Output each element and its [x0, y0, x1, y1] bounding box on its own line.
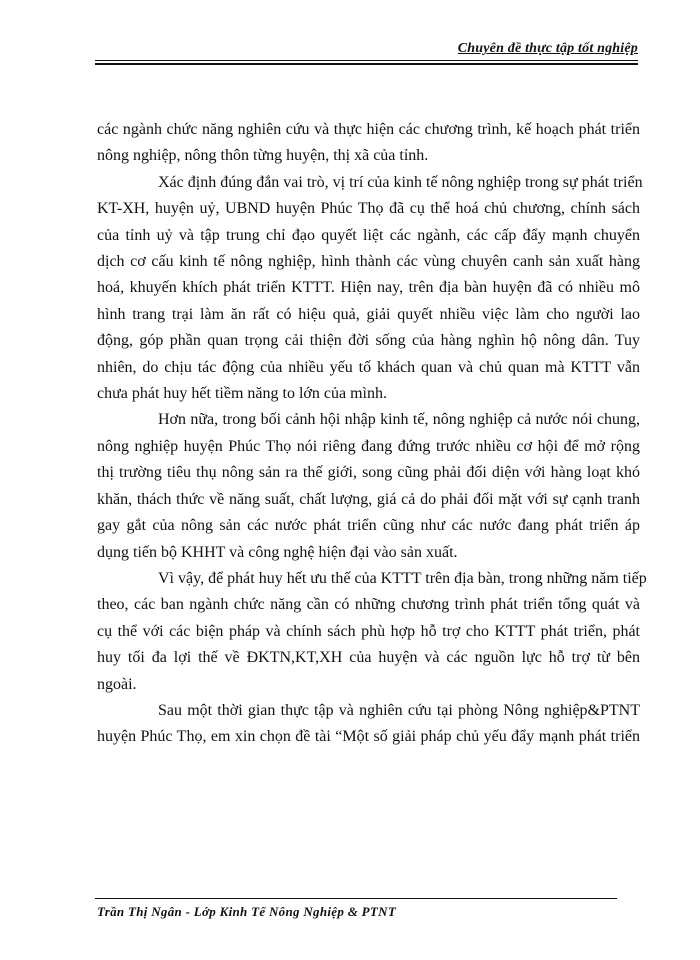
paragraph-line: huyện Phúc Thọ, em xin chọn đề tài “Một số giải pháp chủ yếu đẩy mạnh phát triển [97, 728, 640, 746]
paragraph [97, 407, 640, 565]
paragraph-line: khăn, thách thức về năng suất, chất lượng, giá cả do phải đối mặt với sự cạnh tranh [97, 490, 640, 508]
header-rule-thick [95, 63, 638, 65]
paragraph-line: hoá, khuyến khích phát triển KTTT. Hiện nay, trên địa bàn huyện đã có nhiều mô [97, 279, 640, 297]
header-rule-thin [95, 60, 638, 61]
page-footer-text: Trần Thị Ngân - Lớp Kinh Tế Nông Nghiệp & PTNT [97, 904, 397, 919]
paragraph-line: hình trang trại làm ăn rất có hiệu quả, giải quyết nhiều việc làm cho người lao [97, 305, 640, 323]
paragraph-line: cụ thể với các biện pháp và chính sách phù hợp hỗ trợ cho KTTT phát triển, phát [97, 622, 640, 640]
paragraph-line: huy tối đa lợi thế về ĐKTN,KT,XH của huyện và các nguồn lực hỗ trợ từ bên [97, 649, 640, 667]
paragraph-line: ngoài. [97, 675, 137, 693]
paragraph-line: Vì vậy, để phát huy hết ưu thế của KTTT trên địa bàn, trong những năm tiếp [158, 569, 647, 587]
paragraph-line: các ngành chức năng nghiên cứu và thực hiện các chương trình, kế hoạch phát triển [97, 121, 640, 138]
paragraph-line: KT-XH, huyện uỷ, UBND huyện Phúc Thọ đã cụ thể hoá chủ chương, chính sách [97, 200, 640, 218]
paragraph-line: thị trường tiêu thụ nông sản ra thế giới, song cũng phải đối diện với hàng loạt khó [97, 464, 640, 482]
paragraph-line: chưa phát huy hết tiềm năng to lớn của mình. [97, 385, 387, 403]
paragraph-line: động, góp phần quan trọng cải thiện đời sống của hàng nghìn hộ nông dân. Tuy [97, 332, 640, 350]
paragraph [97, 170, 643, 408]
paragraph [97, 117, 640, 170]
paragraph-line: theo, các ban ngành chức năng cần có những chương trình phát triển tổng quát và [97, 596, 640, 614]
paragraph-line: Xác định đúng đắn vai trò, vị trí của kinh tế nông nghiệp trong sự phát triển [158, 173, 643, 191]
page-header-title: Chuyên đề thực tập tốt nghiệp [457, 41, 638, 56]
paragraph-line: Sau một thời gian thực tập và nghiên cứu tại phòng Nông nghiệp&PTNT [158, 701, 640, 719]
paragraph-line: nông nghiệp, nông thôn từng huyện, thị xã của tỉnh. [97, 147, 429, 165]
paragraph [97, 698, 640, 751]
paragraph-line: Hơn nữa, trong bối cảnh hội nhập kinh tế, nông nghiệp cả nước nói chung, [158, 411, 640, 429]
paragraph [97, 566, 647, 698]
paragraph-line: dụng tiến bộ KHHT và công nghệ hiện đại vào sản xuất. [97, 543, 458, 561]
paragraph-line: nhiên, do chịu tác động của nhiều yếu tố khách quan và chủ quan mà KTTT vẫn [97, 358, 640, 376]
paragraph-line: nông nghiệp huyện Phúc Thọ nói riêng đang đứng trước nhiều cơ hội để mở rộng [97, 437, 640, 455]
document-body [97, 117, 647, 751]
paragraph-line: của tỉnh uỷ và tập trung chỉ đạo quyết liệt các ngành, các cấp đẩy mạnh chuyển [97, 226, 640, 244]
footer-rule [95, 898, 617, 899]
paragraph-line: gay gắt của nông sản các nước phát triển cũng như các nước đang phát triển áp [97, 517, 640, 535]
paragraph-line: dịch cơ cấu kinh tế nông nghiệp, hình thành các vùng chuyên canh sản xuất hàng [97, 253, 640, 271]
